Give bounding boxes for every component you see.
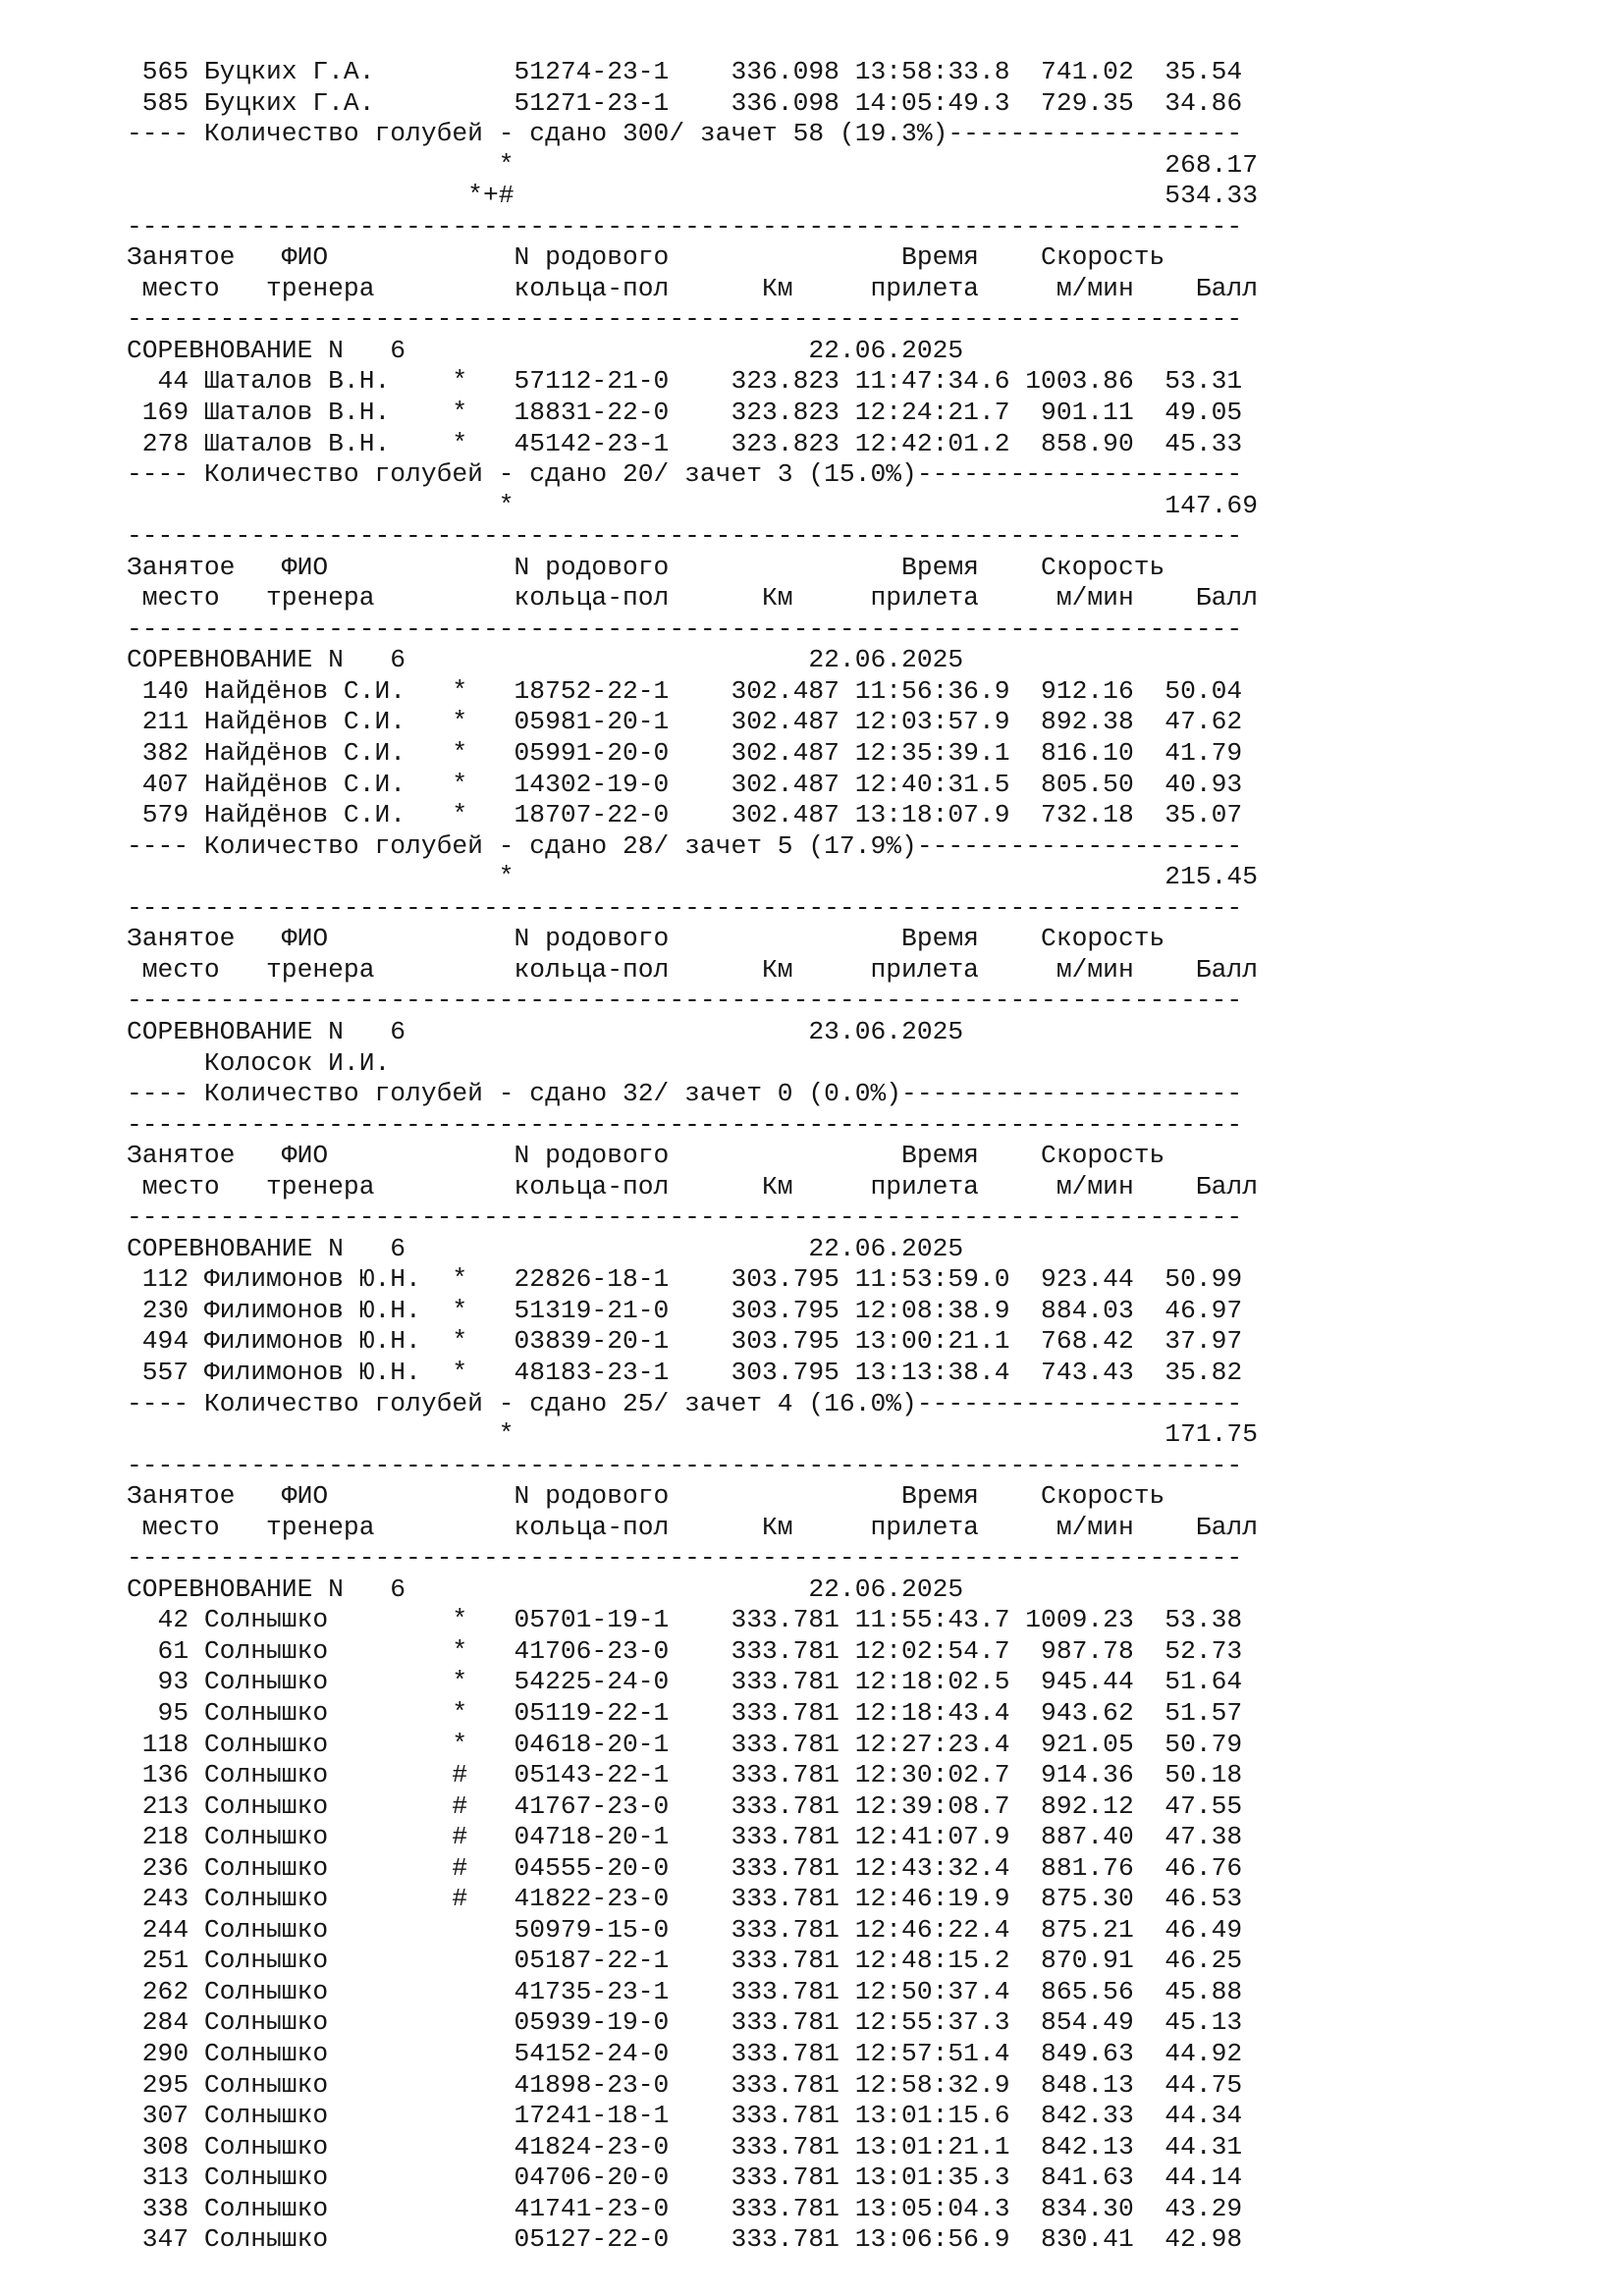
results-report: [127, 57, 1258, 2256]
result-row: 61 Солнышко * 41706-23-0 333.781 12:02:54.7 987.78 52.73: [127, 1635, 1243, 1666]
column-header: место тренера кольца-пол Км прилета м/мин Балл: [127, 583, 1258, 614]
competition-header: СОРЕВНОВАНИЕ N 6 23.06.2025: [127, 1016, 964, 1046]
result-row: 112 Филимонов Ю.Н. * 22826-18-1 303.795 11:53:59.0 923.44 50.99: [127, 1264, 1243, 1295]
divider-line: ------------------------------------------------------------------------: [127, 304, 1243, 335]
competition-header: СОРЕВНОВАНИЕ N 6 22.06.2025: [127, 335, 964, 365]
result-row: 93 Солнышко * 54225-24-0 333.781 12:18:02.5 945.44 51.64: [127, 1667, 1243, 1697]
divider-line: ------------------------------------------------------------------------: [127, 1109, 1243, 1140]
summary-line: ---- Количество голубей - сдано 25/ зачет 4 (16.0%)---------------------: [127, 1388, 1243, 1418]
total-line: * 147.69: [127, 490, 1258, 520]
result-row: 382 Найдёнов С.И. * 05991-20-0 302.487 12:35:39.1 816.10 41.79: [127, 738, 1243, 769]
column-header: Занятое ФИО N родового Время Скорость: [127, 924, 1165, 954]
result-row: 211 Найдёнов С.И. * 05981-20-1 302.487 12:03:57.9 892.38 47.62: [127, 707, 1243, 737]
divider-line: ------------------------------------------------------------------------: [127, 1450, 1243, 1480]
column-header: Занятое ФИО N родового Время Скорость: [127, 1481, 1165, 1512]
result-row: 557 Филимонов Ю.Н. * 48183-23-1 303.795 13:13:38.4 743.43 35.82: [127, 1357, 1243, 1387]
result-row: 243 Солнышко # 41822-23-0 333.781 12:46:19.9 875.30 46.53: [127, 1884, 1243, 1914]
result-row: 262 Солнышко 41735-23-1 333.781 12:50:37.4 865.56 45.88: [127, 1976, 1243, 2006]
result-row: 565 Буцких Г.А. 51274-23-1 336.098 13:58:33.8 741.02 35.54: [127, 57, 1243, 86]
competition-header: СОРЕВНОВАНИЕ N 6 22.06.2025: [127, 1233, 964, 1263]
result-row: 169 Шаталов В.Н. * 18831-22-0 323.823 12:24:21.7 901.11 49.05: [127, 398, 1243, 428]
result-row: 307 Солнышко 17241-18-1 333.781 13:01:15.6 842.33 44.34: [127, 2101, 1243, 2131]
divider-line: ------------------------------------------------------------------------: [127, 986, 1243, 1016]
report-line: Колосок И.И.: [127, 1047, 391, 1078]
result-row: 407 Найдёнов С.И. * 14302-19-0 302.487 12:40:31.5 805.50 40.93: [127, 769, 1243, 799]
result-row: 295 Солнышко 41898-23-0 333.781 12:58:32.9 848.13 44.75: [127, 2069, 1243, 2100]
result-row: 236 Солнышко # 04555-20-0 333.781 12:43:32.4 881.76 46.76: [127, 1852, 1243, 1883]
column-header: место тренера кольца-пол Км прилета м/мин Балл: [127, 1512, 1258, 1542]
divider-line: ------------------------------------------------------------------------: [127, 1543, 1243, 1574]
result-row: 230 Филимонов Ю.Н. * 51319-21-0 303.795 12:08:38.9 884.03 46.97: [127, 1295, 1243, 1325]
divider-line: ------------------------------------------------------------------------: [127, 614, 1243, 644]
column-header: Занятое ФИО N родового Время Скорость: [127, 1141, 1165, 1171]
column-header: Занятое ФИО N родового Время Скорость: [127, 242, 1165, 273]
total-line: * 171.75: [127, 1419, 1258, 1450]
competition-header: СОРЕВНОВАНИЕ N 6 22.06.2025: [127, 1574, 964, 1604]
total-line: *+# 534.33: [127, 181, 1258, 211]
result-row: 284 Солнышко 05939-19-0 333.781 12:55:37.3 854.49 45.13: [127, 2007, 1243, 2038]
result-row: 218 Солнышко # 04718-20-1 333.781 12:41:07.9 887.40 47.38: [127, 1822, 1243, 1852]
summary-line: ---- Количество голубей - сдано 300/ зачет 58 (19.3%)-------------------: [127, 119, 1243, 149]
result-row: 308 Солнышко 41824-23-0 333.781 13:01:21.1 842.13 44.31: [127, 2131, 1243, 2162]
result-row: 278 Шаталов В.Н. * 45142-23-1 323.823 12:42:01.2 858.90 45.33: [127, 428, 1243, 458]
result-row: 118 Солнышко * 04618-20-1 333.781 12:27:23.4 921.05 50.79: [127, 1729, 1243, 1759]
column-header: место тренера кольца-пол Км прилета м/мин Балл: [127, 954, 1258, 985]
result-row: 290 Солнышко 54152-24-0 333.781 12:57:51.4 849.63 44.92: [127, 2039, 1243, 2068]
result-row: 338 Солнышко 41741-23-0 333.781 13:05:04.3 834.30 43.29: [127, 2193, 1243, 2223]
summary-line: ---- Количество голубей - сдано 28/ зачет 5 (17.9%)---------------------: [127, 830, 1243, 861]
divider-line: ------------------------------------------------------------------------: [127, 521, 1243, 552]
divider-line: ------------------------------------------------------------------------: [127, 892, 1243, 923]
column-header: место тренера кольца-пол Км прилета м/мин Балл: [127, 1171, 1258, 1201]
divider-line: ------------------------------------------------------------------------: [127, 211, 1243, 241]
result-row: 251 Солнышко 05187-22-1 333.781 12:48:15.2 870.91 46.25: [127, 1946, 1243, 1976]
result-row: 579 Найдёнов С.И. * 18707-22-0 302.487 13:18:07.9 732.18 35.07: [127, 800, 1243, 830]
column-header: Занятое ФИО N родового Время Скорость: [127, 552, 1165, 582]
result-row: 347 Солнышко 05127-22-0 333.781 13:06:56.9 830.41 42.98: [127, 2224, 1243, 2255]
divider-line: ------------------------------------------------------------------------: [127, 1202, 1243, 1233]
result-row: 585 Буцких Г.А. 51271-23-1 336.098 14:05:49.3 729.35 34.86: [127, 87, 1243, 118]
summary-line: ---- Количество голубей - сдано 32/ зачет 0 (0.0%)----------------------: [127, 1079, 1243, 1109]
result-row: 244 Солнышко 50979-15-0 333.781 12:46:22.4 875.21 46.49: [127, 1914, 1243, 1945]
result-row: 494 Филимонов Ю.Н. * 03839-20-1 303.795 13:00:21.1 768.42 37.97: [127, 1326, 1243, 1357]
competition-header: СОРЕВНОВАНИЕ N 6 22.06.2025: [127, 645, 964, 675]
result-row: 42 Солнышко * 05701-19-1 333.781 11:55:43.7 1009.23 53.38: [127, 1605, 1243, 1635]
result-row: 136 Солнышко # 05143-22-1 333.781 12:30:02.7 914.36 50.18: [127, 1760, 1243, 1790]
total-line: * 268.17: [127, 149, 1258, 180]
result-row: 213 Солнышко # 41767-23-0 333.781 12:39:08.7 892.12 47.55: [127, 1790, 1243, 1821]
total-line: * 215.45: [127, 862, 1258, 892]
result-row: 140 Найдёнов С.И. * 18752-22-1 302.487 11:56:36.9 912.16 50.04: [127, 675, 1243, 706]
result-row: 44 Шаталов В.Н. * 57112-21-0 323.823 11:47:34.6 1003.86 53.31: [127, 366, 1243, 397]
result-row: 313 Солнышко 04706-20-0 333.781 13:01:35.3 841.63 44.14: [127, 2163, 1243, 2193]
column-header: место тренера кольца-пол Км прилета м/мин Балл: [127, 273, 1258, 303]
result-row: 95 Солнышко * 05119-22-1 333.781 12:18:43.4 943.62 51.57: [127, 1697, 1243, 1728]
summary-line: ---- Количество голубей - сдано 20/ зачет 3 (15.0%)---------------------: [127, 459, 1243, 490]
